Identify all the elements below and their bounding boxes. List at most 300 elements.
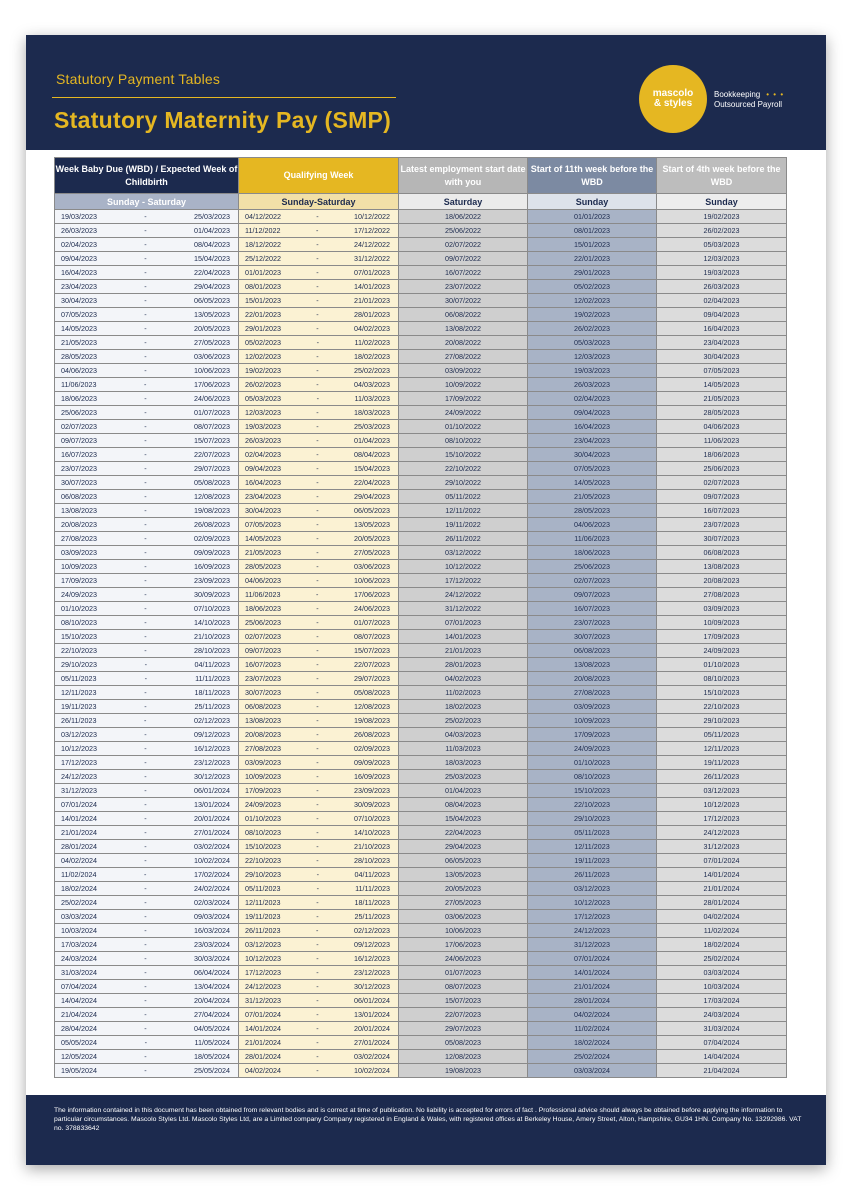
cell-qualifying-week-end: 18/02/2023 bbox=[354, 352, 390, 361]
cell-employment-start: 18/03/2023 bbox=[399, 756, 528, 770]
cell-wbd bbox=[55, 364, 239, 378]
cell-employment-start: 25/02/2023 bbox=[399, 714, 528, 728]
cell-4th-week: 19/02/2023 bbox=[657, 210, 787, 224]
cell-11th-week: 28/05/2023 bbox=[528, 504, 657, 518]
cell-qualifying-week bbox=[239, 700, 399, 714]
cell-wbd-end: 30/09/2023 bbox=[194, 590, 230, 599]
range-dash: - bbox=[316, 940, 319, 949]
range-dash: - bbox=[316, 744, 319, 753]
cell-employment-start: 01/10/2022 bbox=[399, 420, 528, 434]
cell-wbd-start: 21/04/2024 bbox=[61, 1010, 97, 1019]
cell-wbd-end: 11/11/2023 bbox=[195, 674, 230, 683]
cell-employment-start: 14/01/2023 bbox=[399, 630, 528, 644]
range-dash: - bbox=[316, 660, 319, 669]
cell-4th-week: 19/03/2023 bbox=[657, 266, 787, 280]
logo-tagline-1: Bookkeeping bbox=[714, 90, 761, 99]
table-row bbox=[55, 490, 787, 504]
table-row bbox=[55, 602, 787, 616]
cell-wbd-end: 09/03/2024 bbox=[194, 912, 230, 921]
cell-4th-week: 12/03/2023 bbox=[657, 252, 787, 266]
cell-4th-week: 25/06/2023 bbox=[657, 462, 787, 476]
table-row bbox=[55, 210, 787, 224]
range-dash: - bbox=[144, 450, 147, 459]
cell-qualifying-week bbox=[239, 980, 399, 994]
range-dash: - bbox=[144, 1052, 147, 1061]
cell-employment-start: 04/03/2023 bbox=[399, 728, 528, 742]
cell-wbd-end: 18/05/2024 bbox=[194, 1052, 230, 1061]
range-dash: - bbox=[316, 632, 319, 641]
cell-employment-start: 22/07/2023 bbox=[399, 1008, 528, 1022]
col-header-4th-week: Start of 4th week before the WBD bbox=[657, 158, 787, 194]
range-dash: - bbox=[144, 282, 147, 291]
cell-4th-week: 17/03/2024 bbox=[657, 994, 787, 1008]
cell-qualifying-week bbox=[239, 1022, 399, 1036]
cell-qualifying-week-end: 04/02/2023 bbox=[354, 324, 390, 333]
range-dash: - bbox=[316, 296, 319, 305]
cell-qualifying-week bbox=[239, 476, 399, 490]
cell-11th-week: 10/12/2023 bbox=[528, 896, 657, 910]
table-row bbox=[55, 882, 787, 896]
range-dash: - bbox=[144, 646, 147, 655]
cell-11th-week: 09/07/2023 bbox=[528, 588, 657, 602]
cell-wbd bbox=[55, 294, 239, 308]
table-row bbox=[55, 840, 787, 854]
table-row bbox=[55, 462, 787, 476]
table-row bbox=[55, 476, 787, 490]
cell-employment-start: 08/07/2023 bbox=[399, 980, 528, 994]
cell-qualifying-week-start: 30/07/2023 bbox=[245, 688, 281, 697]
table-row bbox=[55, 714, 787, 728]
cell-employment-start: 03/06/2023 bbox=[399, 910, 528, 924]
range-dash: - bbox=[316, 464, 319, 473]
cell-4th-week: 19/11/2023 bbox=[657, 756, 787, 770]
cell-wbd bbox=[55, 210, 239, 224]
cell-4th-week: 10/03/2024 bbox=[657, 980, 787, 994]
cell-qualifying-week-end: 30/12/2023 bbox=[354, 982, 390, 991]
cell-wbd-end: 22/04/2023 bbox=[194, 268, 230, 277]
range-dash: - bbox=[144, 702, 147, 711]
range-dash: - bbox=[144, 380, 147, 389]
range-dash: - bbox=[316, 898, 319, 907]
cell-qualifying-week bbox=[239, 518, 399, 532]
cell-wbd-start: 03/12/2023 bbox=[61, 730, 97, 739]
range-dash: - bbox=[316, 982, 319, 991]
cell-qualifying-week-end: 17/06/2023 bbox=[354, 590, 390, 599]
cell-wbd-end: 30/12/2023 bbox=[194, 772, 230, 781]
cell-4th-week: 21/04/2024 bbox=[657, 1064, 787, 1078]
range-dash: - bbox=[144, 408, 147, 417]
cell-qualifying-week-end: 20/05/2023 bbox=[354, 534, 390, 543]
range-dash: - bbox=[144, 548, 147, 557]
cell-wbd bbox=[55, 518, 239, 532]
cell-wbd-end: 09/12/2023 bbox=[194, 730, 230, 739]
cell-qualifying-week-end: 02/09/2023 bbox=[354, 744, 390, 753]
cell-qualifying-week-end: 28/10/2023 bbox=[354, 856, 390, 865]
cell-qualifying-week-end: 22/04/2023 bbox=[354, 478, 390, 487]
cell-4th-week: 03/12/2023 bbox=[657, 784, 787, 798]
cell-qualifying-week-start: 16/04/2023 bbox=[245, 478, 281, 487]
cell-qualifying-week bbox=[239, 896, 399, 910]
cell-wbd-start: 24/03/2024 bbox=[61, 954, 97, 963]
table-row bbox=[55, 546, 787, 560]
header-band bbox=[26, 35, 826, 150]
cell-wbd-start: 20/08/2023 bbox=[61, 520, 97, 529]
cell-qualifying-week bbox=[239, 630, 399, 644]
cell-qualifying-week bbox=[239, 616, 399, 630]
range-dash: - bbox=[144, 604, 147, 613]
col-header-wbd: Week Baby Due (WBD) / Expected Week of Childbirth bbox=[55, 158, 239, 194]
cell-qualifying-week-end: 21/10/2023 bbox=[354, 842, 390, 851]
cell-wbd bbox=[55, 336, 239, 350]
logo-wordmark-line1: mascolo bbox=[652, 88, 694, 99]
range-dash: - bbox=[316, 506, 319, 515]
cell-qualifying-week-end: 03/02/2024 bbox=[354, 1052, 390, 1061]
cell-employment-start: 21/01/2023 bbox=[399, 644, 528, 658]
cell-wbd-end: 07/10/2023 bbox=[194, 604, 230, 613]
table-row bbox=[55, 294, 787, 308]
cell-qualifying-week bbox=[239, 504, 399, 518]
cell-employment-start: 27/05/2023 bbox=[399, 896, 528, 910]
cell-wbd bbox=[55, 798, 239, 812]
table-row bbox=[55, 938, 787, 952]
cell-wbd-start: 18/06/2023 bbox=[61, 394, 97, 403]
cell-4th-week: 13/08/2023 bbox=[657, 560, 787, 574]
cell-wbd-end: 05/08/2023 bbox=[194, 478, 230, 487]
cell-employment-start: 01/04/2023 bbox=[399, 784, 528, 798]
cell-11th-week: 14/05/2023 bbox=[528, 476, 657, 490]
cell-wbd-start: 04/02/2024 bbox=[61, 856, 97, 865]
cell-qualifying-week bbox=[239, 658, 399, 672]
subheader-wbd: Sunday - Saturday bbox=[55, 194, 239, 210]
cell-employment-start: 07/01/2023 bbox=[399, 616, 528, 630]
cell-wbd bbox=[55, 910, 239, 924]
cell-qualifying-week bbox=[239, 756, 399, 770]
range-dash: - bbox=[144, 590, 147, 599]
cell-employment-start: 06/08/2022 bbox=[399, 308, 528, 322]
range-dash: - bbox=[316, 716, 319, 725]
cell-wbd-end: 04/11/2023 bbox=[194, 660, 230, 669]
cell-wbd-end: 23/12/2023 bbox=[194, 758, 230, 767]
cell-wbd-start: 24/09/2023 bbox=[61, 590, 97, 599]
cell-qualifying-week-start: 07/01/2024 bbox=[245, 1010, 281, 1019]
cell-11th-week: 27/08/2023 bbox=[528, 686, 657, 700]
cell-employment-start: 22/10/2022 bbox=[399, 462, 528, 476]
cell-4th-week: 29/10/2023 bbox=[657, 714, 787, 728]
cell-4th-week: 14/05/2023 bbox=[657, 378, 787, 392]
cell-qualifying-week-start: 25/12/2022 bbox=[245, 254, 281, 263]
table-row bbox=[55, 686, 787, 700]
cell-wbd bbox=[55, 574, 239, 588]
table-row bbox=[55, 980, 787, 994]
table-row bbox=[55, 1050, 787, 1064]
cell-qualifying-week bbox=[239, 308, 399, 322]
cell-4th-week: 07/01/2024 bbox=[657, 854, 787, 868]
range-dash: - bbox=[144, 898, 147, 907]
cell-qualifying-week-end: 14/10/2023 bbox=[354, 828, 390, 837]
cell-wbd-end: 15/07/2023 bbox=[194, 436, 230, 445]
table-row bbox=[55, 350, 787, 364]
cell-qualifying-week bbox=[239, 336, 399, 350]
cell-qualifying-week-end: 16/09/2023 bbox=[354, 772, 390, 781]
cell-qualifying-week bbox=[239, 798, 399, 812]
range-dash: - bbox=[316, 338, 319, 347]
table-row bbox=[55, 826, 787, 840]
cell-wbd-end: 11/05/2024 bbox=[194, 1038, 230, 1047]
cell-qualifying-week bbox=[239, 238, 399, 252]
range-dash: - bbox=[316, 422, 319, 431]
range-dash: - bbox=[316, 884, 319, 893]
cell-qualifying-week bbox=[239, 686, 399, 700]
range-dash: - bbox=[316, 800, 319, 809]
cell-wbd-start: 28/04/2024 bbox=[61, 1024, 97, 1033]
cell-qualifying-week-end: 26/08/2023 bbox=[354, 730, 390, 739]
cell-qualifying-week-end: 18/03/2023 bbox=[354, 408, 390, 417]
table-row bbox=[55, 266, 787, 280]
cell-wbd-end: 17/06/2023 bbox=[194, 380, 230, 389]
cell-qualifying-week-start: 24/09/2023 bbox=[245, 800, 281, 809]
range-dash: - bbox=[144, 870, 147, 879]
range-dash: - bbox=[144, 562, 147, 571]
table-row bbox=[55, 728, 787, 742]
cell-employment-start: 09/07/2022 bbox=[399, 252, 528, 266]
range-dash: - bbox=[316, 954, 319, 963]
cell-qualifying-week-start: 12/03/2023 bbox=[245, 408, 281, 417]
cell-employment-start: 24/09/2022 bbox=[399, 406, 528, 420]
cell-qualifying-week bbox=[239, 840, 399, 854]
subheader-employment-start: Saturday bbox=[399, 194, 528, 210]
cell-wbd-start: 09/04/2023 bbox=[61, 254, 97, 263]
cell-employment-start: 18/02/2023 bbox=[399, 700, 528, 714]
cell-employment-start: 30/07/2022 bbox=[399, 294, 528, 308]
table-row bbox=[55, 448, 787, 462]
cell-11th-week: 26/03/2023 bbox=[528, 378, 657, 392]
range-dash: - bbox=[316, 996, 319, 1005]
cell-qualifying-week bbox=[239, 742, 399, 756]
cell-wbd-end: 20/04/2024 bbox=[194, 996, 230, 1005]
cell-qualifying-week-end: 20/01/2024 bbox=[354, 1024, 390, 1033]
cell-qualifying-week-end: 03/06/2023 bbox=[354, 562, 390, 571]
range-dash: - bbox=[316, 604, 319, 613]
cell-wbd bbox=[55, 308, 239, 322]
cell-4th-week: 03/09/2023 bbox=[657, 602, 787, 616]
logo-tagline bbox=[714, 90, 784, 110]
cell-wbd-end: 29/07/2023 bbox=[194, 464, 230, 473]
cell-wbd bbox=[55, 714, 239, 728]
cell-qualifying-week-end: 09/12/2023 bbox=[354, 940, 390, 949]
table-row bbox=[55, 252, 787, 266]
cell-wbd bbox=[55, 840, 239, 854]
cell-qualifying-week-end: 13/01/2024 bbox=[354, 1010, 390, 1019]
cell-11th-week: 04/02/2024 bbox=[528, 1008, 657, 1022]
cell-qualifying-week-start: 28/01/2024 bbox=[245, 1052, 281, 1061]
cell-qualifying-week-start: 04/06/2023 bbox=[245, 576, 281, 585]
cell-4th-week: 20/08/2023 bbox=[657, 574, 787, 588]
cell-wbd-end: 13/04/2024 bbox=[194, 982, 230, 991]
cell-wbd bbox=[55, 238, 239, 252]
cell-qualifying-week bbox=[239, 392, 399, 406]
cell-wbd-end: 28/10/2023 bbox=[194, 646, 230, 655]
cell-11th-week: 01/10/2023 bbox=[528, 756, 657, 770]
cell-wbd bbox=[55, 728, 239, 742]
cell-wbd-start: 07/04/2024 bbox=[61, 982, 97, 991]
cell-employment-start: 22/04/2023 bbox=[399, 826, 528, 840]
cell-wbd-start: 22/10/2023 bbox=[61, 646, 97, 655]
cell-qualifying-week-start: 12/11/2023 bbox=[245, 898, 281, 907]
range-dash: - bbox=[316, 1038, 319, 1047]
cell-11th-week: 11/06/2023 bbox=[528, 532, 657, 546]
table-row bbox=[55, 798, 787, 812]
cell-wbd-end: 15/04/2023 bbox=[194, 254, 230, 263]
cell-wbd-end: 19/08/2023 bbox=[194, 506, 230, 515]
cell-4th-week: 04/06/2023 bbox=[657, 420, 787, 434]
cell-wbd bbox=[55, 812, 239, 826]
cell-qualifying-week-end: 25/03/2023 bbox=[354, 422, 390, 431]
cell-employment-start: 10/09/2022 bbox=[399, 378, 528, 392]
cell-4th-week: 03/03/2024 bbox=[657, 966, 787, 980]
cell-wbd bbox=[55, 924, 239, 938]
cell-wbd bbox=[55, 700, 239, 714]
cell-qualifying-week bbox=[239, 910, 399, 924]
cell-wbd bbox=[55, 770, 239, 784]
cell-qualifying-week-start: 09/07/2023 bbox=[245, 646, 281, 655]
cell-wbd-end: 27/04/2024 bbox=[194, 1010, 230, 1019]
range-dash: - bbox=[316, 520, 319, 529]
cell-wbd-start: 26/11/2023 bbox=[61, 716, 97, 725]
cell-11th-week: 16/07/2023 bbox=[528, 602, 657, 616]
cell-wbd bbox=[55, 896, 239, 910]
cell-4th-week: 26/03/2023 bbox=[657, 280, 787, 294]
cell-11th-week: 21/01/2024 bbox=[528, 980, 657, 994]
range-dash: - bbox=[144, 506, 147, 515]
range-dash: - bbox=[144, 842, 147, 851]
col-header-11th-week: Start of 11th week before the WBD bbox=[528, 158, 657, 194]
cell-wbd-start: 23/07/2023 bbox=[61, 464, 97, 473]
cell-4th-week: 24/12/2023 bbox=[657, 826, 787, 840]
cell-wbd bbox=[55, 868, 239, 882]
cell-qualifying-week bbox=[239, 924, 399, 938]
cell-qualifying-week-end: 27/01/2024 bbox=[354, 1038, 390, 1047]
cell-employment-start: 29/10/2022 bbox=[399, 476, 528, 490]
range-dash: - bbox=[316, 674, 319, 683]
cell-wbd-end: 24/06/2023 bbox=[194, 394, 230, 403]
cell-qualifying-week-end: 24/06/2023 bbox=[354, 604, 390, 613]
cell-employment-start: 28/01/2023 bbox=[399, 658, 528, 672]
range-dash: - bbox=[144, 464, 147, 473]
cell-wbd-end: 23/03/2024 bbox=[194, 940, 230, 949]
table-row bbox=[55, 518, 787, 532]
table-row bbox=[55, 1008, 787, 1022]
range-dash: - bbox=[316, 240, 319, 249]
cell-qualifying-week bbox=[239, 406, 399, 420]
cell-wbd bbox=[55, 1036, 239, 1050]
cell-qualifying-week-start: 02/04/2023 bbox=[245, 450, 281, 459]
range-dash: - bbox=[144, 492, 147, 501]
range-dash: - bbox=[144, 786, 147, 795]
cell-wbd-start: 11/02/2024 bbox=[61, 870, 97, 879]
cell-qualifying-week-end: 05/08/2023 bbox=[354, 688, 390, 697]
cell-qualifying-week bbox=[239, 994, 399, 1008]
cell-wbd-start: 08/10/2023 bbox=[61, 618, 97, 627]
range-dash: - bbox=[316, 576, 319, 585]
cell-employment-start: 13/08/2022 bbox=[399, 322, 528, 336]
cell-11th-week: 02/07/2023 bbox=[528, 574, 657, 588]
cell-4th-week: 08/10/2023 bbox=[657, 672, 787, 686]
table-row bbox=[55, 658, 787, 672]
cell-4th-week: 30/07/2023 bbox=[657, 532, 787, 546]
cell-wbd-start: 27/08/2023 bbox=[61, 534, 97, 543]
cell-qualifying-week bbox=[239, 224, 399, 238]
cell-wbd bbox=[55, 448, 239, 462]
range-dash: - bbox=[316, 212, 319, 221]
smp-table bbox=[54, 157, 787, 1078]
table-row bbox=[55, 756, 787, 770]
range-dash: - bbox=[316, 618, 319, 627]
cell-qualifying-week-start: 17/09/2023 bbox=[245, 786, 281, 795]
range-dash: - bbox=[316, 702, 319, 711]
cell-11th-week: 15/01/2023 bbox=[528, 238, 657, 252]
table-row bbox=[55, 644, 787, 658]
cell-wbd bbox=[55, 378, 239, 392]
cell-qualifying-week-start: 11/12/2022 bbox=[245, 226, 281, 235]
range-dash: - bbox=[316, 730, 319, 739]
cell-4th-week: 26/02/2023 bbox=[657, 224, 787, 238]
range-dash: - bbox=[144, 618, 147, 627]
cell-4th-week: 14/04/2024 bbox=[657, 1050, 787, 1064]
cell-employment-start: 17/09/2022 bbox=[399, 392, 528, 406]
range-dash: - bbox=[144, 394, 147, 403]
cell-wbd-end: 13/01/2024 bbox=[194, 800, 230, 809]
cell-qualifying-week-end: 25/02/2023 bbox=[354, 366, 390, 375]
range-dash: - bbox=[144, 828, 147, 837]
table-row bbox=[55, 910, 787, 924]
cell-qualifying-week-start: 23/07/2023 bbox=[245, 674, 281, 683]
cell-qualifying-week bbox=[239, 672, 399, 686]
cell-wbd bbox=[55, 826, 239, 840]
cell-qualifying-week-start: 21/01/2024 bbox=[245, 1038, 281, 1047]
range-dash: - bbox=[144, 856, 147, 865]
cell-4th-week: 24/03/2024 bbox=[657, 1008, 787, 1022]
cell-qualifying-week bbox=[239, 728, 399, 742]
cell-4th-week: 18/02/2024 bbox=[657, 938, 787, 952]
cell-qualifying-week-start: 08/10/2023 bbox=[245, 828, 281, 837]
cell-qualifying-week-start: 28/05/2023 bbox=[245, 562, 281, 571]
cell-qualifying-week-start: 06/08/2023 bbox=[245, 702, 281, 711]
cell-wbd bbox=[55, 966, 239, 980]
cell-11th-week: 29/01/2023 bbox=[528, 266, 657, 280]
table-row bbox=[55, 966, 787, 980]
cell-wbd bbox=[55, 630, 239, 644]
table-row bbox=[55, 574, 787, 588]
cell-employment-start: 15/04/2023 bbox=[399, 812, 528, 826]
cell-4th-week: 23/07/2023 bbox=[657, 518, 787, 532]
cell-wbd bbox=[55, 1050, 239, 1064]
cell-4th-week: 04/02/2024 bbox=[657, 910, 787, 924]
table-row bbox=[55, 532, 787, 546]
cell-wbd bbox=[55, 392, 239, 406]
cell-wbd-start: 17/03/2024 bbox=[61, 940, 97, 949]
cell-qualifying-week-start: 26/03/2023 bbox=[245, 436, 281, 445]
cell-11th-week: 17/12/2023 bbox=[528, 910, 657, 924]
logo-tagline-2: Outsourced Payroll bbox=[714, 100, 783, 109]
cell-11th-week: 20/08/2023 bbox=[528, 672, 657, 686]
cell-11th-week: 26/11/2023 bbox=[528, 868, 657, 882]
range-dash: - bbox=[316, 646, 319, 655]
table-row bbox=[55, 812, 787, 826]
cell-qualifying-week-end: 22/07/2023 bbox=[354, 660, 390, 669]
cell-11th-week: 10/09/2023 bbox=[528, 714, 657, 728]
cell-qualifying-week-end: 29/07/2023 bbox=[354, 674, 390, 683]
cell-4th-week: 07/05/2023 bbox=[657, 364, 787, 378]
